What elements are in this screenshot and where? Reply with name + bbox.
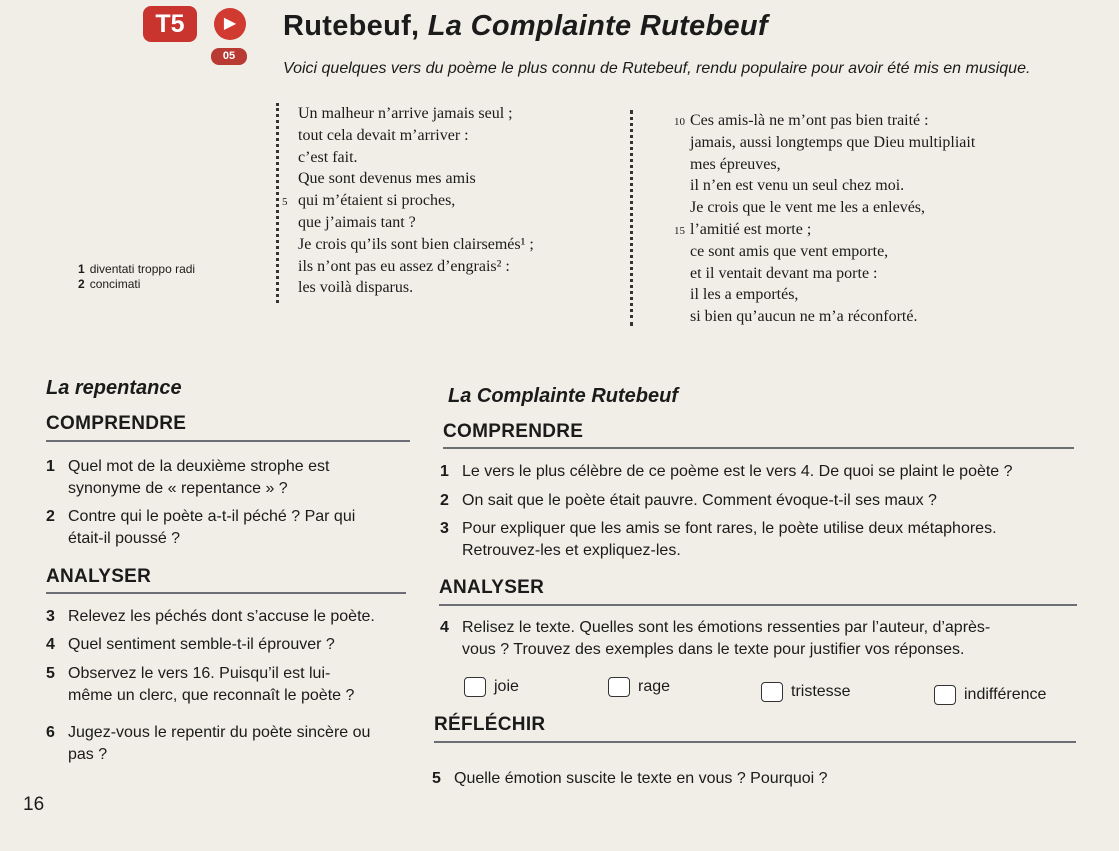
poem-line-text: ils n’ont pas eu assez d’engrais² : xyxy=(298,257,510,275)
reflechir-heading: RÉFLÉCHIR xyxy=(434,714,546,735)
poem-dotted-rule-right xyxy=(630,110,633,326)
question-right-2: 2 On sait que le poète était pauvre. Comment évoque-t-il ses maux ? xyxy=(440,492,937,509)
question-left-6: 6 Jugez-vous le repentir du poète sincère ou pas ? xyxy=(46,724,371,763)
poem-line xyxy=(690,306,975,328)
poem-line xyxy=(298,147,534,169)
page-number: 16 xyxy=(23,794,45,815)
page-title: Rutebeuf, La Complainte Rutebeuf xyxy=(283,10,768,42)
poem-line xyxy=(298,168,534,190)
section-heading-repentance: La repentance xyxy=(46,377,182,399)
poem-column-1 xyxy=(282,103,534,299)
poem-line xyxy=(690,154,975,176)
checkbox-icon[interactable] xyxy=(608,677,630,697)
checkbox-icon[interactable] xyxy=(464,677,486,697)
poem-line xyxy=(298,277,534,299)
checkbox-icon[interactable] xyxy=(761,682,783,702)
poem-line xyxy=(298,125,534,147)
line-number: 5 xyxy=(282,196,288,209)
checkbox-joie[interactable]: joie xyxy=(464,677,519,697)
footnote: 2 concimati xyxy=(78,277,141,291)
track-number-badge: 05 xyxy=(211,48,247,65)
comprendre-heading-left: COMPRENDRE xyxy=(46,413,187,434)
poem-line-text: il n’en est venu un seul chez moi. xyxy=(690,177,905,195)
poem-line-text: les voilà disparus. xyxy=(298,279,414,297)
question-left-5: 5 Observez le vers 16. Puisqu’il est lui- même un clerc, que reconnaît le poète ? xyxy=(46,665,355,704)
footnotes xyxy=(78,262,195,292)
line-number: 15 xyxy=(674,224,685,237)
divider xyxy=(443,447,1074,449)
checkbox-indifference[interactable]: indifférence xyxy=(934,685,1046,705)
poem-line-text: Que sont devenus mes amis xyxy=(298,170,476,188)
line-number: 10 xyxy=(674,116,685,128)
poem-line xyxy=(690,284,975,306)
poem-line-text: que j’aimais tant ? xyxy=(298,213,416,231)
divider xyxy=(46,592,406,594)
poem-line xyxy=(690,175,975,197)
question-right-1: 1 Le vers le plus célèbre de ce poème est le vers 4. De quoi se plaint le poète ? xyxy=(440,463,1013,480)
poem-line-text: c’est fait. xyxy=(298,148,358,166)
divider xyxy=(439,604,1077,606)
divider xyxy=(434,741,1076,743)
question-right-5: 5 Quelle émotion suscite le texte en vous ? Pourquoi ? xyxy=(432,770,828,787)
poem-line-text: Je crois que le vent me les a enlevés, xyxy=(690,199,926,217)
poem-line xyxy=(298,256,534,278)
intro-text: Voici quelques vers du poème le plus connu de Rutebeuf, rendu populaire pour avoir été mis en musique. xyxy=(283,60,1031,77)
section-heading-complainte: La Complainte Rutebeuf xyxy=(448,385,679,407)
poem-line xyxy=(674,110,975,132)
analyser-heading-left: ANALYSER xyxy=(46,566,152,587)
poem-line xyxy=(282,190,534,212)
checkbox-icon[interactable] xyxy=(934,685,956,705)
question-left-4: 4 Quel sentiment semble-t-il éprouver ? xyxy=(46,636,335,653)
poem-line xyxy=(298,234,534,256)
comprendre-heading-right: COMPRENDRE xyxy=(443,421,584,442)
poem-line-text: l’amitié est morte ; xyxy=(690,220,812,238)
poem-column-2 xyxy=(674,110,976,328)
poem-line xyxy=(298,212,534,234)
question-right-4: 4 Relisez le texte. Quelles sont les émotions ressenties par l’auteur, d’après- vous ? Trouvez des exemples dans le texte pour justifier vos réponses. xyxy=(440,619,991,658)
analyser-heading-right: ANALYSER xyxy=(439,577,545,598)
question-left-1: 1 Quel mot de la deuxième strophe est synonyme de « repentance » ? xyxy=(46,458,330,497)
poem-line-text: tout cela devait m’arriver : xyxy=(298,126,469,144)
checkbox-tristesse[interactable]: tristesse xyxy=(761,682,851,702)
footnote: 1 diventati troppo radi xyxy=(78,262,196,276)
poem-line-text: Un malheur n’arrive jamais seul ; xyxy=(298,105,513,122)
poem-line-text: si bien qu’aucun ne m’a réconforté. xyxy=(690,308,918,326)
poem-line-text: qui m’étaient si proches, xyxy=(298,192,456,210)
poem-dotted-rule-left xyxy=(276,103,279,303)
lesson-badge: T5 xyxy=(143,6,197,42)
poem-line xyxy=(690,263,975,285)
poem-line xyxy=(298,103,534,125)
poem-line-text: Ces amis-là ne m’ont pas bien traité : xyxy=(690,112,929,129)
poem-line-text: et il ventait devant ma porte : xyxy=(690,264,878,282)
audio-play-icon[interactable]: ▶ xyxy=(214,8,246,40)
poem-line xyxy=(690,197,975,219)
poem-line xyxy=(674,219,975,241)
poem-line-text: jamais, aussi longtemps que Dieu multipliait xyxy=(690,133,976,151)
question-right-3: 3 Pour expliquer que les amis se font rares, le poète utilise deux métaphores. Retrouvez-les et expliquez-les. xyxy=(440,520,997,559)
checkbox-rage[interactable]: rage xyxy=(608,677,670,697)
divider xyxy=(46,440,410,442)
question-left-2: 2 Contre qui le poète a-t-il péché ? Par qui était-il poussé ? xyxy=(46,508,356,547)
poem-line-text: Je crois qu’ils sont bien clairsemés¹ ; xyxy=(298,235,534,253)
question-left-3: 3 Relevez les péchés dont s’accuse le poète. xyxy=(46,608,375,625)
poem-line-text: ce sont amis que vent emporte, xyxy=(690,242,889,260)
poem-line-text: il les a emportés, xyxy=(690,286,799,304)
poem-line xyxy=(690,132,975,154)
poem-line-text: mes épreuves, xyxy=(690,155,781,173)
poem-line xyxy=(690,241,975,263)
